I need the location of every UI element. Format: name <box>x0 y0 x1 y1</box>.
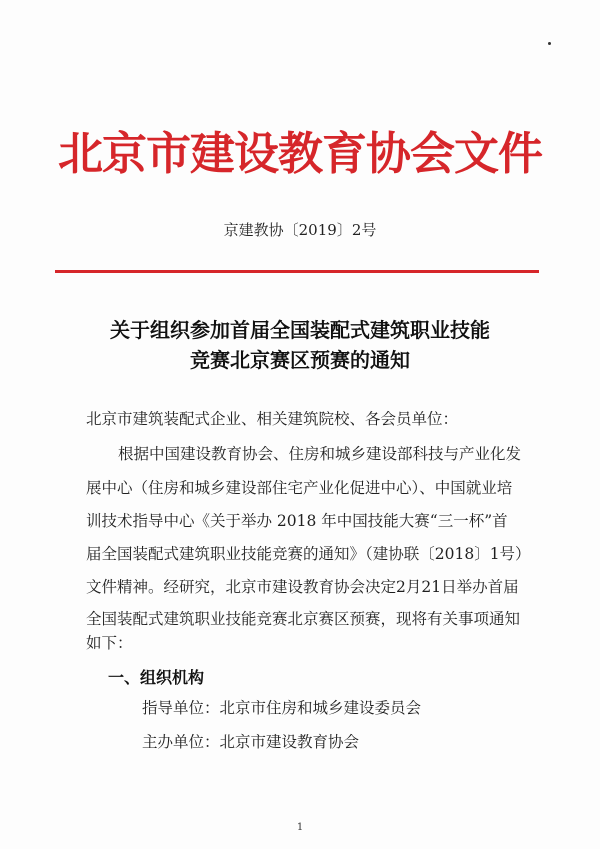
page-number: 1 <box>296 822 304 833</box>
document-number: 京建教协〔2019〕2号 <box>223 221 377 239</box>
section-line: 指导单位：北京市住房和城乡建设委员会 <box>142 699 422 717</box>
notice-title-line-1: 关于组织参加首届全国装配式建筑职业技能 <box>110 318 490 342</box>
paragraph-line: 全国装配式建筑职业技能竞赛北京赛区预赛，现将有关事项通知 <box>86 610 521 628</box>
paragraph-line: 训技术指导中心《关于举办 2018 年中国技能大赛“三一杯”首 <box>86 512 508 530</box>
section-line: 主办单位：北京市建设教育协会 <box>142 733 360 751</box>
masthead-title: 北京市建设教育协会文件 <box>57 127 542 180</box>
paragraph-line: 根据中国建设教育协会、住房和城乡建设部科技与产业化发 <box>118 445 522 463</box>
paragraph-line: 展中心（住房和城乡建设部住宅产业化促进中心）、中国就业培 <box>86 479 513 497</box>
red-divider-line <box>55 270 539 273</box>
paragraph-line: 届全国装配式建筑职业技能竞赛的通知》（建协联〔2018〕1号） <box>86 545 531 563</box>
section-heading: 一、组织机构 <box>108 668 205 687</box>
paragraph-line: 如下： <box>86 634 133 652</box>
paragraph-line: 文件精神。经研究，北京市建设教育协会决定2月21日举办首届 <box>86 578 519 596</box>
scan-speck <box>548 42 551 45</box>
notice-title-line-2: 竞赛北京赛区预赛的通知 <box>190 348 410 372</box>
salutation: 北京市建筑装配式企业、相关建筑院校、各会员单位： <box>86 410 459 428</box>
